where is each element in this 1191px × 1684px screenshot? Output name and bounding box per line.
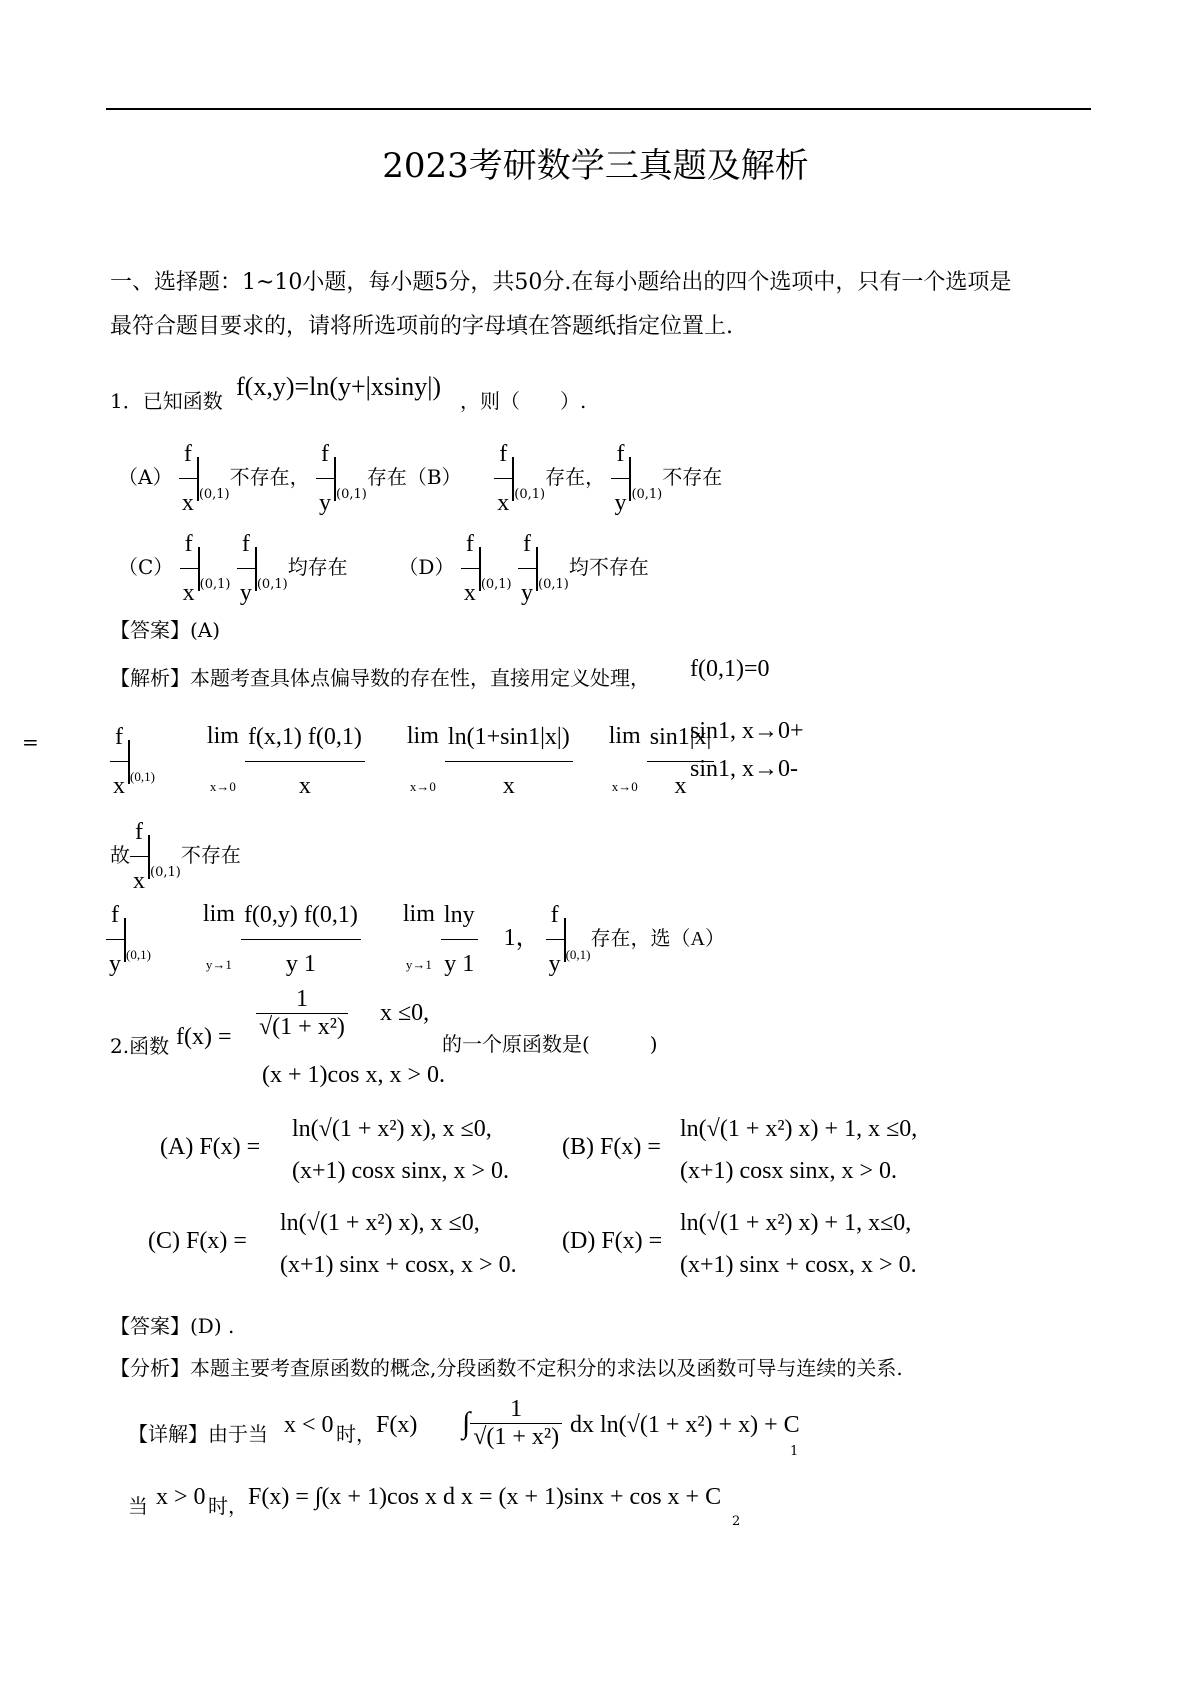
limit-fraction-5: $\frac{\ln y}{y 1}$	[441, 891, 478, 988]
case-left: sin1, x→0-	[690, 756, 798, 782]
q1-fy-limit-row: $\frac{f}{y}$ $_{(0,1)}$ lim y→1 $\frac{f(0,y) f(0,1)}{y 1}$ lim y→1 $\frac{\ln y}{y 1}$ 1， $\frac{f}{y}$ $_{(0,1)}$存在，选（A）	[106, 890, 725, 989]
q1-option-a-text-1: 不存在，	[229, 465, 310, 489]
q2-label: 2.函数	[110, 1034, 170, 1058]
q2-detail-c2-subscript: 2	[732, 1514, 741, 1529]
q1-function: f(x,y)=ln(y+|xsiny|)	[236, 372, 442, 401]
q1-option-b-text-1: 存在，	[545, 465, 606, 489]
limit-result: 1，	[503, 925, 540, 952]
partial-fx: $\frac{f}{x}$	[110, 713, 128, 810]
q2-detail-when-1: 时，	[336, 1422, 376, 1446]
q2-fx: f(x) =	[176, 1024, 232, 1050]
q2-option-d-line-2: (x+1) sinx + cosx, x > 0.	[680, 1252, 917, 1278]
q1-label: 1．已知函数	[110, 389, 223, 413]
partial-fx: $\frac{f}{x}$	[461, 520, 479, 617]
q2-option-b-line-1: ln(√(1 + x²) x) + 1, x ≤0,	[680, 1116, 918, 1142]
q2-question: 的一个原函数是( )	[442, 1032, 658, 1056]
limit-fraction-1: $\frac{f(x,1) f(0,1)}{x}$	[245, 713, 365, 810]
q2-detail-eq1-rhs: dx ln(√(1 + x²) + x) + C	[570, 1412, 800, 1438]
q2-option-b-line-2: (x+1) cosx sinx, x > 0.	[680, 1158, 898, 1184]
section-intro-line-1: 一、选择题：1~10小题，每小题5分，共50分.在每小题给出的四个选项中，只有一个选项是	[110, 270, 1012, 295]
q1-option-c-label: （C）	[118, 555, 174, 579]
q2-option-c-line-2: (x+1) sinx + cosx, x > 0.	[280, 1252, 517, 1278]
q1-analysis-eq: f(0,1)=0	[690, 656, 770, 682]
q2-option-c-line-1: ln(√(1 + x²) x), x ≤0,	[280, 1210, 480, 1236]
margin-equals-mark: =	[22, 730, 39, 754]
q1-tail: ，则（ ）.	[460, 389, 587, 413]
q2-detail-c1-subscript: 1	[790, 1444, 799, 1459]
q1-answer: 【答案】(A)	[110, 618, 221, 642]
q2-option-d-label: (D) F(x) =	[562, 1228, 663, 1254]
q2-piece-1: $\frac{1}{\text{√(1 + x²)}}$	[256, 986, 348, 1041]
q1-conclusion-2: 存在，选（A）	[590, 928, 725, 951]
q1-option-d-label: （D）	[398, 555, 455, 579]
partial-fy: $\frac{f}{y}$	[237, 520, 255, 617]
partial-fx: $\frac{f}{x}$	[180, 520, 198, 617]
partial-fy: $\frac{f}{y}$	[518, 520, 536, 617]
q2-option-b-label: (B) F(x) =	[562, 1134, 661, 1160]
q2-detail-cond-1: x < 0	[284, 1412, 334, 1438]
q2-detail-cond-2: x > 0	[156, 1484, 206, 1510]
q2-detail-when-2: 时，	[208, 1494, 248, 1518]
q1-option-c-text: 均存在	[287, 555, 348, 579]
q2-answer: 【答案】(D) .	[110, 1314, 235, 1338]
limit-fraction-3: $\frac{\sin 1|x|}{x}$	[647, 713, 715, 810]
q2-analysis: 【分析】本题主要考查原函数的概念,分段函数不定积分的求法以及函数可导与连续的关系.	[110, 1356, 903, 1380]
q1-option-a-row: （A） $\frac{f}{x}$ $_{(0,1)}$不存在， $\frac{f}{y}$ $_{(0,1)}$存在（B） $\frac{f}{x}$ $_{(0,1)}$存在， $\frac{f}{y}$ $_{(0,1)}$不存在	[118, 430, 722, 527]
q1-option-d-text: 均不存在	[568, 555, 649, 579]
q2-detail-prefix: 【详解】由于当	[128, 1422, 268, 1446]
q1-cases	[690, 712, 804, 788]
partial-fy: $\frac{f}{y}$	[546, 891, 564, 988]
q2-option-a-line-2: (x+1) cosx sinx, x > 0.	[292, 1158, 510, 1184]
q2-detail-eq1-lhs: F(x)	[376, 1412, 418, 1438]
partial-fy: $\frac{f}{y}$	[316, 430, 334, 527]
q2-option-a-label: (A) F(x) =	[160, 1134, 261, 1160]
q1-analysis: 【解析】本题考查具体点偏导数的存在性，直接用定义处理，	[110, 666, 650, 690]
q2-option-a-line-1: ln(√(1 + x²) x), x ≤0,	[292, 1116, 492, 1142]
q2-detail-integral-1: ∫ $\frac{1}{\text{√(1 + x²)}}$	[462, 1396, 562, 1451]
section-intro-line-2: 最符合题目要求的，请将所选项前的字母填在答题纸指定位置上.	[110, 314, 733, 339]
q2-detail-2-prefix: 当	[128, 1494, 148, 1518]
partial-fy: $\frac{f}{y}$	[611, 430, 629, 527]
q2-piece-2: (x + 1)cos x, x > 0.	[262, 1062, 446, 1088]
limit-fraction-2: $\frac{\ln(1+\sin 1|x|)}{x}$	[445, 713, 573, 810]
q2-piece-1-cond: x ≤0,	[380, 1000, 430, 1026]
q1-option-cd-row: （C） $\frac{f}{x}$ $_{(0,1)}$ $\frac{f}{y}$ $_{(0,1)}$均存在 （D） $\frac{f}{x}$ $_{(0,1)}$ $\frac{f}{y}$ $_{(0,1)}$均不存在	[118, 520, 649, 617]
q1-option-b-text-2: 不存在	[662, 465, 723, 489]
case-right: sin1, x→0+	[690, 718, 804, 744]
q2-detail-eq2: F(x) = ∫(x + 1)cos x d x = (x + 1)sinx + cos x + C	[248, 1484, 722, 1510]
partial-fy: $\frac{f}{y}$	[106, 891, 124, 988]
q1-conclusion-1: 故 $\frac{f}{x}$ $_{(0,1)}$不存在	[110, 808, 241, 905]
limit-fraction-4: $\frac{f(0,y) f(0,1)}{y 1}$	[241, 891, 361, 988]
q2-option-c-label: (C) F(x) =	[148, 1228, 247, 1254]
top-rule	[106, 108, 1091, 110]
partial-fx: $\frac{f}{x}$	[130, 808, 148, 905]
q1-option-a-label: （A）	[118, 465, 173, 489]
page-title: 2023考研数学三真题及解析	[382, 146, 809, 186]
q1-fx-limit-row: $\frac{f}{x}$ $_{(0,1)}$ lim x→0 $\frac{f(x,1) f(0,1)}{x}$ lim x→0 $\frac{\ln(1+\sin 1|x|)}{x}$ lim x→0 $\frac{\sin 1|x|}{x}$	[110, 712, 714, 811]
q1-option-a-text-2: 存在（B）	[366, 465, 462, 489]
q2-option-d-line-1: ln(√(1 + x²) x) + 1, x≤0,	[680, 1210, 912, 1236]
partial-fx: $\frac{f}{x}$	[494, 430, 512, 527]
partial-fx: $\frac{f}{x}$	[179, 430, 197, 527]
